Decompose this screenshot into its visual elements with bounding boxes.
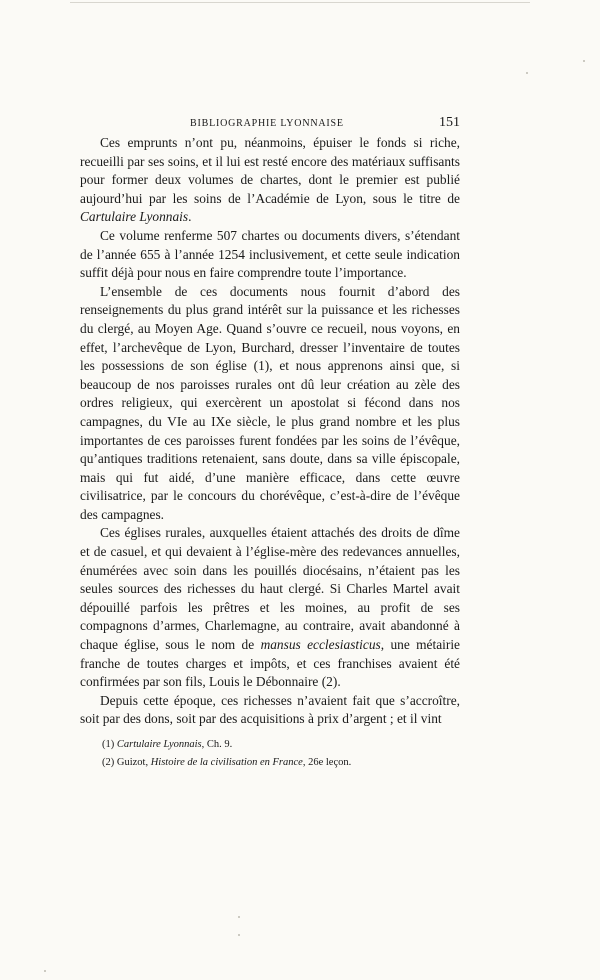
paragraph — [80, 227, 460, 283]
paragraph-text: , une métairie franche de toutes charges et impôts, et ces franchises avaient été confirmées par son fils, Louis le Débonnaire (2). — [80, 637, 460, 690]
page-number: 151 — [439, 115, 460, 130]
paragraph — [80, 692, 460, 729]
running-title: BIBLIOGRAPHIE LYONNAISE — [190, 118, 344, 129]
paragraph — [80, 134, 460, 227]
footnote — [80, 754, 460, 772]
footnote-text: , Ch. 9. — [201, 739, 233, 750]
paper-speck — [44, 970, 46, 972]
footnote-title-italic: Cartulaire Lyonnais — [116, 739, 202, 750]
paragraph — [80, 283, 460, 525]
paragraph-text: Depuis cette époque, ces richesses n’avaient fait que s’accroître, soit par des dons, soit par des acquisitions à prix d’argent ; et il vint — [80, 692, 460, 727]
latin-term-italic: mansus ecclesiasticus — [260, 637, 381, 653]
footnote-marker: (2) Guizot, — [102, 757, 151, 768]
paper-speck — [238, 916, 240, 918]
footnote-marker: (1) — [102, 739, 117, 750]
paragraph-text: L’ensemble de ces documents nous fournit d’abord des renseignements du plus grand intérêt sur la puissance et les richesses du clergé, au Moyen Age. Quand s’ouvre ce recueil, nous voyons, en effet, l’archevêque de Lyon, Burchard, dresser l’inventaire de toutes les possessions de son église (1), et nous apprenons ainsi que, si beaucoup de nos paroisses rurales ont dû leur création au zèle des ordres religieux, qui exercèrent un apostolat si fécond dans nos campagnes, du VIe au IXe siècle, le plus grand nombre et les plus importantes de ces paroisses furent fondées par les soins de l’évêque, qu’antiques traditions retenaient, sans doute, dans sa ville épiscopale, mais qui fut aidé, d’une manière efficace, dans cette œuvre civilisatrice, par le concours du chorévêque, c’est-à-dire de l’évêque des campagnes. — [80, 283, 460, 522]
footnote-title-italic: Histoire de la civilisation en France — [150, 757, 303, 768]
footnotes — [80, 736, 460, 772]
page-top-edge — [70, 2, 530, 3]
paper-speck — [583, 60, 585, 62]
body-text — [80, 134, 460, 729]
paper-speck — [238, 934, 240, 936]
page-header — [80, 115, 460, 134]
footnote — [80, 736, 460, 754]
footnote-text: , 26e leçon. — [302, 757, 352, 768]
paragraph-text: Ce volume renferme 507 chartes ou documents divers, s’étendant de l’année 655 à l’année 1254 inclusivement, et cette seule indication suffit déjà pour nous en faire comprendre toute l’importance. — [80, 227, 460, 281]
paragraph-text: Ces églises rurales, auxquelles étaient attachés des droits de dîme et de casuel, et qui devaient à l’église-mère des redevances annuelles, énumérées avec soin dans les pouillés diocésains, n’étaient pas les seules sources des richesses du haut clergé. Si Charles Martel avait dépouillé parfois les prêtres et les moines, au profit de ses compagnons d’armes, Charlemagne, au contraire, avait abandonné à chaque église, sous le nom de — [80, 525, 460, 653]
book-title-italic: Cartulaire Lyonnais — [80, 209, 189, 225]
paper-speck — [526, 72, 528, 74]
paragraph — [80, 524, 460, 691]
paragraph-text: . — [188, 209, 192, 225]
paragraph-text: Ces emprunts n’ont pu, néanmoins, épuiser le fonds si riche, recueilli par ses soins, et il lui est resté encore des matériaux suffisants pour former deux volumes de chartes, dont le premier est publié aujourd’hui par les soins de l’Académie de Lyon, sous le titre de — [80, 135, 460, 206]
